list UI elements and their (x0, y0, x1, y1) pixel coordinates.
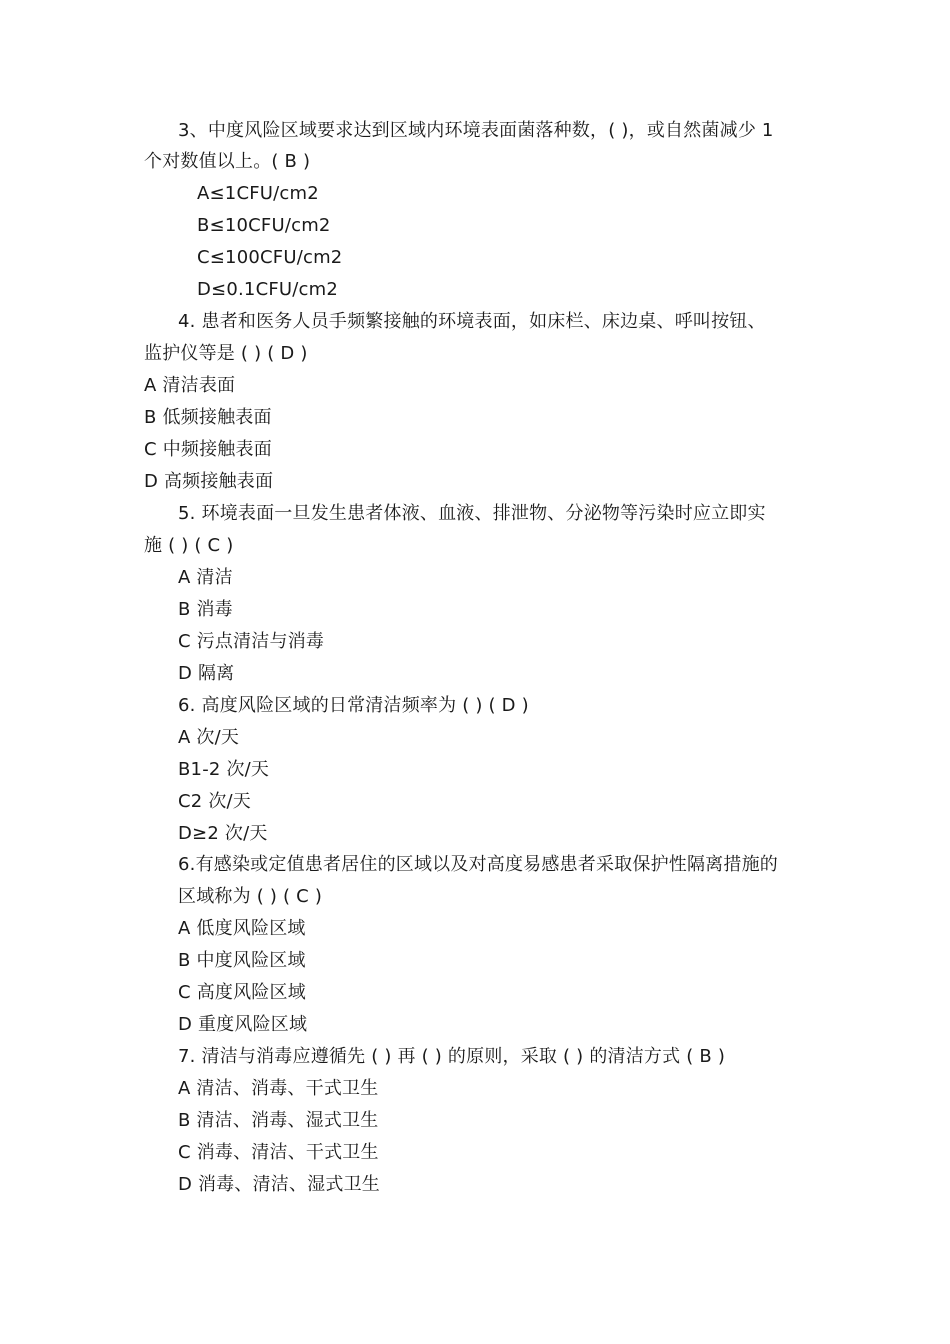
q6b-option-c: C 高度风险区域 (178, 982, 306, 1003)
q6b-stem-line-2: 区域称为 ( ) ( C ) (178, 886, 323, 907)
q6-option-b: B1-2 次/天 (178, 759, 270, 780)
q5-option-c: C 污点清洁与消毒 (178, 631, 325, 652)
q4-option-b: B 低频接触表面 (144, 407, 272, 428)
q4-stem-line-2: 监护仪等是 ( ) ( D ) (144, 343, 308, 364)
q7-option-a: A 清洁、消毒、干式卫生 (178, 1078, 379, 1099)
q4-option-a: A 清洁表面 (144, 375, 236, 396)
q4-option-c: C 中频接触表面 (144, 439, 272, 460)
q7-option-b: B 清洁、消毒、湿式卫生 (178, 1110, 379, 1131)
q3-option-d: D≤0.1CFU/cm2 (197, 279, 339, 300)
q3-stem-line-1: 3、中度风险区域要求达到区域内环境表面菌落种数，( )，或自然菌减少 1 (178, 120, 774, 141)
q6b-option-a: A 低度风险区域 (178, 918, 306, 939)
q5-option-b: B 消毒 (178, 599, 233, 620)
q6-option-d: D≥2 次/天 (178, 823, 268, 844)
q4-stem-line-1: 4. 患者和医务人员手频繁接触的环境表面，如床栏、床边桌、呼叫按钮、 (178, 311, 766, 332)
q3-option-a: A≤1CFU/cm2 (197, 183, 319, 204)
q6-stem: 6. 高度风险区域的日常清洁频率为 ( ) ( D ) (178, 695, 529, 716)
q4-option-d: D 高频接触表面 (144, 471, 274, 492)
q7-stem: 7. 清洁与消毒应遵循先 ( ) 再 ( ) 的原则，采取 ( ) 的清洁方式 ( B ) (178, 1046, 726, 1067)
q6-option-a: A 次/天 (178, 727, 240, 748)
q6b-option-d: D 重度风险区域 (178, 1014, 308, 1035)
q3-option-b: B≤10CFU/cm2 (197, 215, 331, 236)
q6-option-c: C2 次/天 (178, 791, 252, 812)
q6b-stem-line-1: 6.有感染或定值患者居住的区域以及对高度易感患者采取保护性隔离措施的 (178, 854, 778, 875)
q5-stem-line-2: 施 ( ) ( C ) (144, 535, 234, 556)
q3-stem-line-2: 个对数值以上。( B ) (144, 151, 311, 172)
q5-option-a: A 清洁 (178, 567, 233, 588)
q5-stem-line-1: 5. 环境表面一旦发生患者体液、血液、排泄物、分泌物等污染时应立即实 (178, 503, 766, 524)
q5-option-d: D 隔离 (178, 663, 235, 684)
q7-option-c: C 消毒、清洁、干式卫生 (178, 1142, 379, 1163)
q7-option-d: D 消毒、清洁、湿式卫生 (178, 1174, 380, 1195)
q6b-option-b: B 中度风险区域 (178, 950, 306, 971)
q3-option-c: C≤100CFU/cm2 (197, 247, 343, 268)
